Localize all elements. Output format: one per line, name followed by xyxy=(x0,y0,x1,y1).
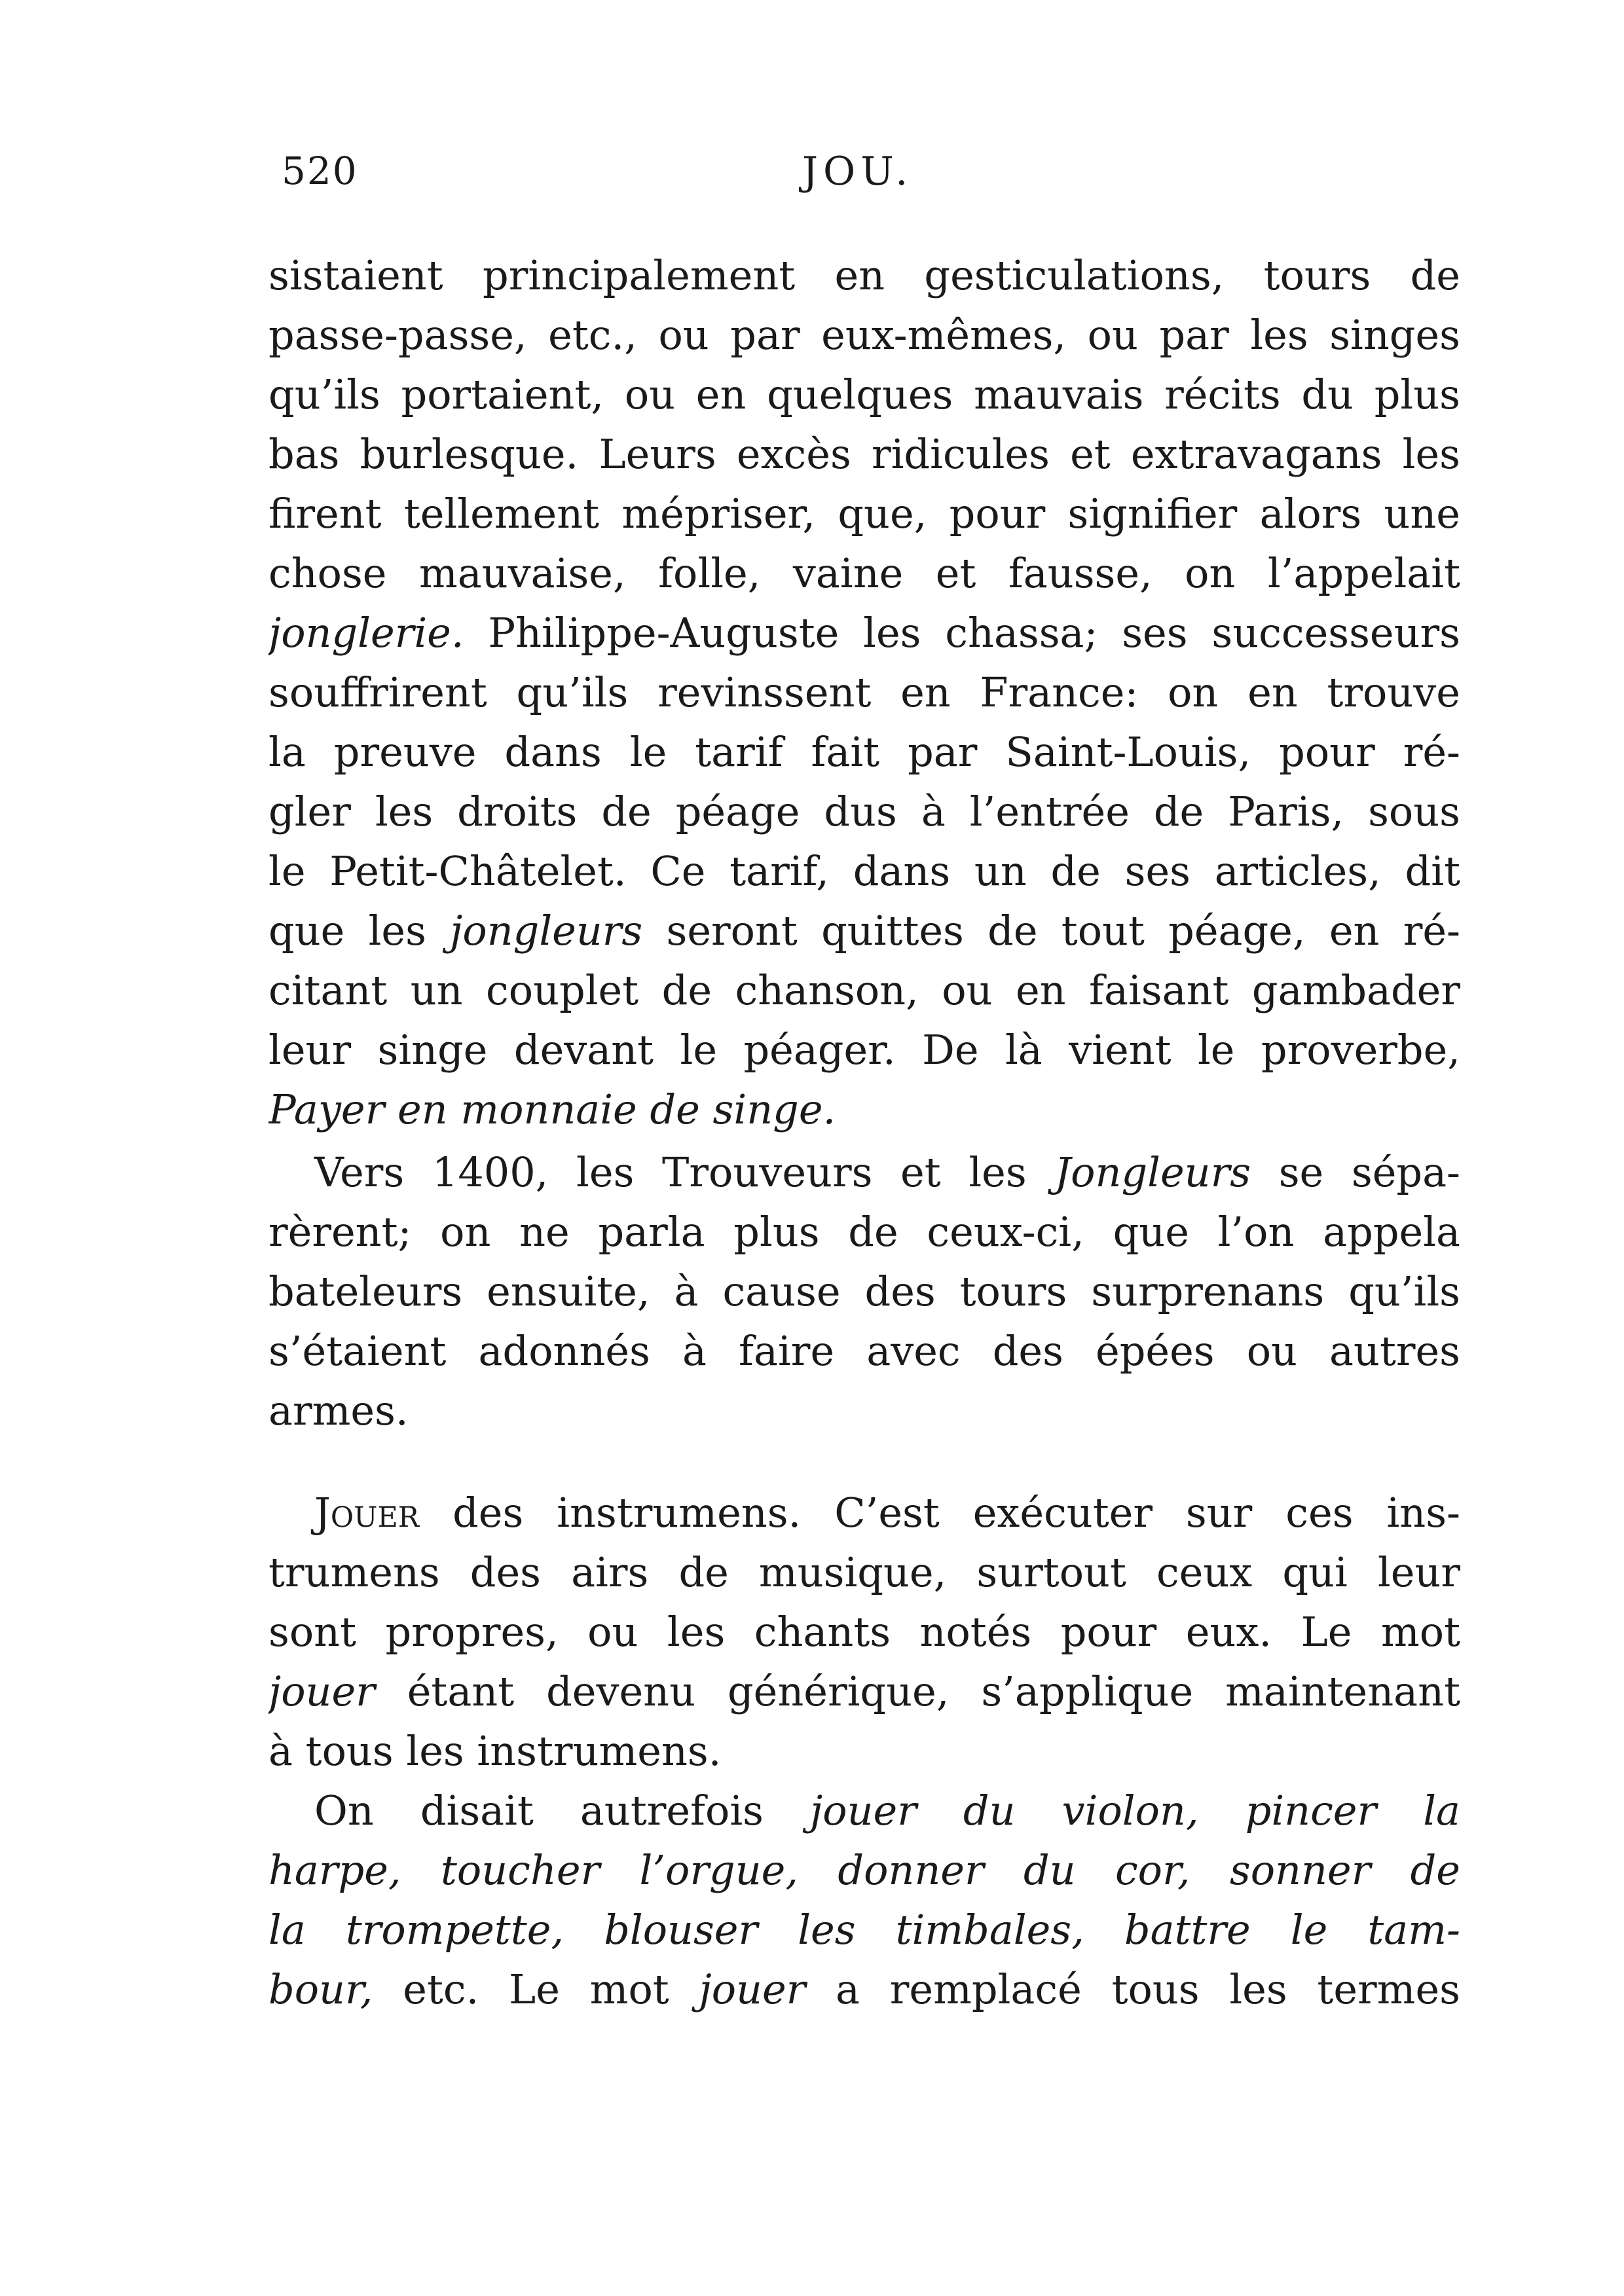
entry-jouer xyxy=(268,1483,1460,1781)
entry-headword: Jouer xyxy=(314,1489,420,1537)
text-line xyxy=(268,901,1460,960)
italic-term: jouer du violon, pincer la xyxy=(810,1787,1460,1834)
italic-term: jouer xyxy=(699,1965,806,2013)
text-line: trumens des airs de musique, surtout ceux qui leur xyxy=(268,1548,1460,1596)
text-run: étant devenu générique, s’applique maintenant xyxy=(375,1667,1460,1715)
text-run: seront quittes de tout péage, en ré- xyxy=(642,907,1460,955)
text-line: citant un couplet de chanson, ou en faisant gambader xyxy=(268,966,1460,1014)
text-line: chose mauvaise, folle, vaine et fausse, on l’appelait xyxy=(268,549,1460,597)
text-run: que les xyxy=(268,907,451,955)
text-run: Philippe-Auguste les chassa; ses successeurs xyxy=(464,609,1460,657)
text-line: la preuve dans le tarif fait par Saint-Louis, pour ré- xyxy=(268,728,1460,776)
italic-term: Jongleurs xyxy=(1054,1148,1251,1196)
italic-term: jouer xyxy=(268,1667,375,1715)
paragraph-jongleurs-history xyxy=(268,246,1460,1139)
text-line: harpe, toucher l’orgue, donner du cor, sonner de xyxy=(268,1846,1460,1894)
italic-term: jonglerie. xyxy=(268,609,464,657)
text-line: bateleurs ensuite, à cause des tours surprenans qu’ils xyxy=(268,1267,1460,1315)
text-line: s’étaient adonnés à faire avec des épées ou autres xyxy=(268,1327,1460,1375)
text-line: armes. xyxy=(268,1387,409,1434)
text-line: à tous les instrumens. xyxy=(268,1727,722,1775)
text-line: le Petit-Châtelet. Ce tarif, dans un de ses articles, dit xyxy=(268,847,1460,895)
paragraph-autrefois xyxy=(268,1781,1460,2019)
text-line xyxy=(268,603,1460,663)
italic-term: bour, xyxy=(268,1965,373,2013)
text-line: leur singe devant le péager. De là vient le proverbe, xyxy=(268,1026,1460,1074)
text-line xyxy=(268,1662,1460,1721)
text-line xyxy=(268,1483,1460,1542)
text-line: sistaient principalement en gesticulations, tours de xyxy=(268,251,1460,299)
paragraph-trouveurs-jongleurs xyxy=(268,1142,1460,1440)
italic-term: jongleurs xyxy=(450,907,643,955)
text-line: firent tellement mépriser, que, pour signifier alors une xyxy=(268,490,1460,538)
text-run: des instrumens. C’est exécuter sur ces ins- xyxy=(419,1489,1460,1537)
text-line: rèrent; on ne parla plus de ceux-ci, que l’on appela xyxy=(268,1208,1460,1256)
text-line: passe-passe, etc., ou par eux-mêmes, ou par les singes xyxy=(268,311,1460,359)
text-line: bas burlesque. Leurs excès ridicules et extravagans les xyxy=(268,430,1460,478)
text-line xyxy=(268,1959,1460,2019)
proverb-line: Payer en monnaie de singe. xyxy=(268,1085,836,1133)
text-line: qu’ils portaient, ou en quelques mauvais récits du plus xyxy=(268,371,1460,418)
running-head: JOU. xyxy=(802,149,913,194)
text-line: gler les droits de péage dus à l’entrée de Paris, sous xyxy=(268,788,1460,835)
text-run: a remplacé tous les termes xyxy=(805,1965,1460,2013)
text-run: Vers 1400, les Trouveurs et les xyxy=(314,1148,1055,1196)
text-run: On disait autrefois xyxy=(314,1787,811,1834)
text-line: sont propres, ou les chants notés pour eux. Le mot xyxy=(268,1608,1460,1656)
page-number: 520 xyxy=(282,149,358,193)
text-line: souffrirent qu’ils revinssent en France: on en trouve xyxy=(268,668,1460,716)
text-line: la trompette, blouser les timbales, battre le tam- xyxy=(268,1906,1460,1954)
text-run: etc. Le mot xyxy=(373,1965,699,2013)
text-line xyxy=(268,1142,1460,1202)
text-run: se sépa- xyxy=(1251,1148,1460,1196)
text-line xyxy=(268,1781,1460,1840)
